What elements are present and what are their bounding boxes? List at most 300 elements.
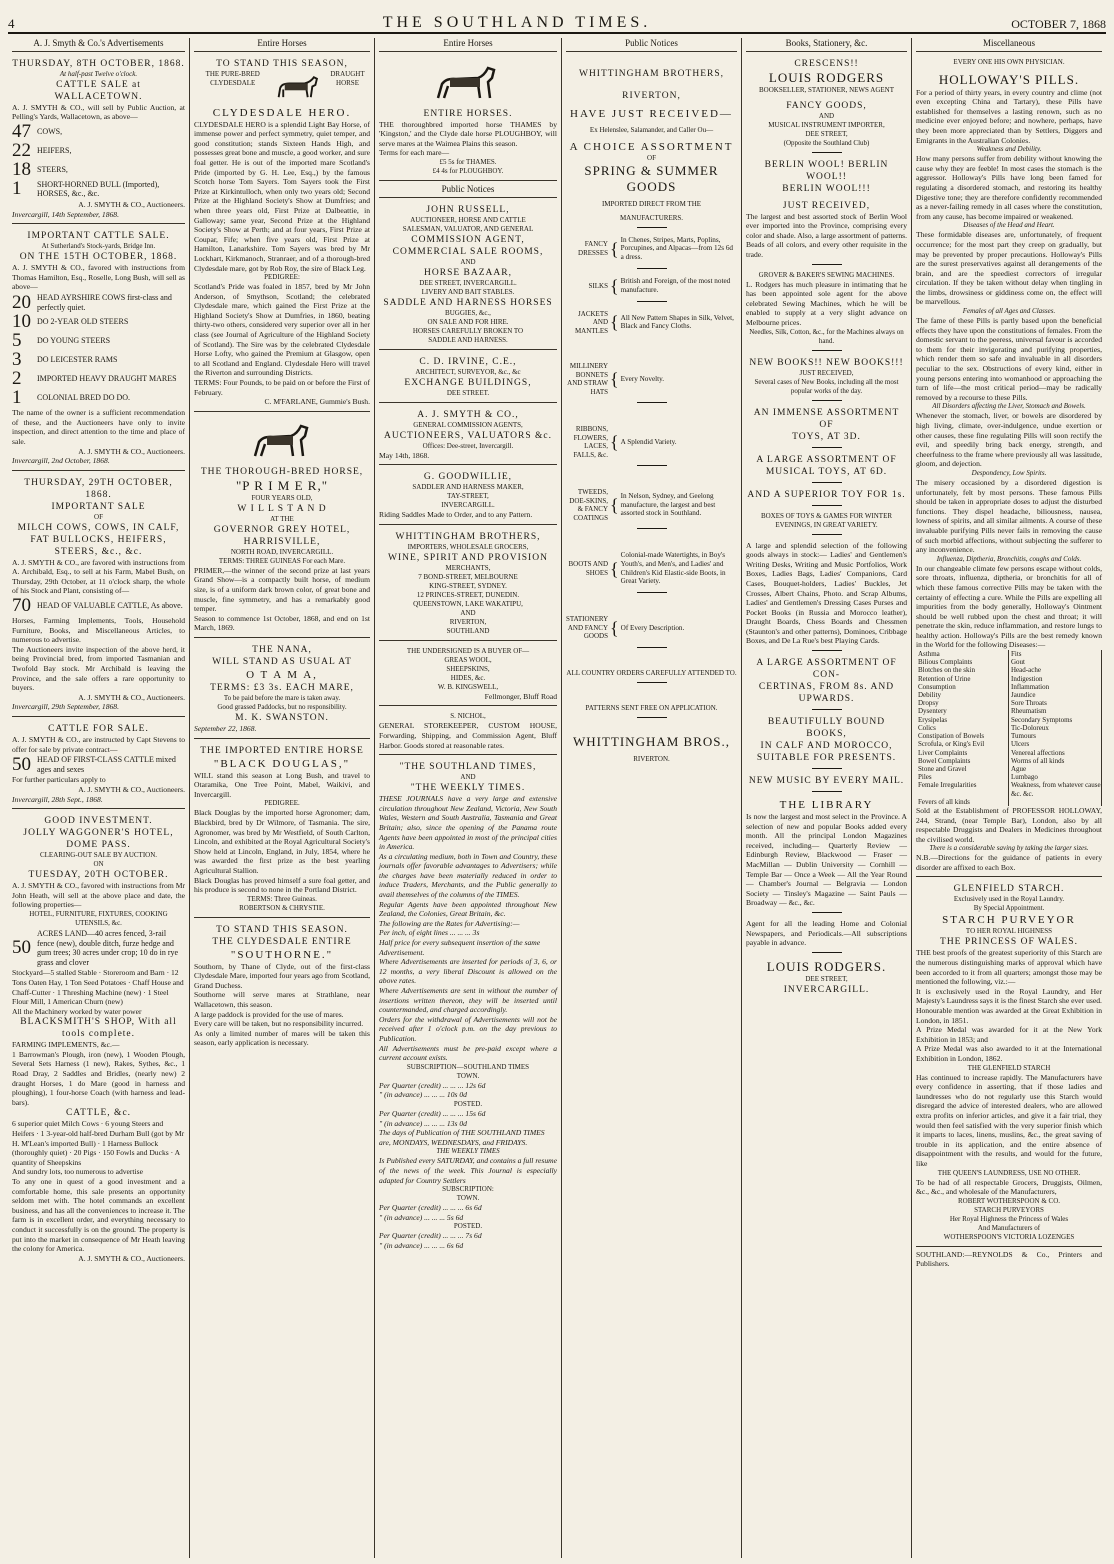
- lot-number: 18: [12, 158, 31, 180]
- ad-body: CLYDESDALE HERO is a splendid Light Bay Horse, of immense power and perfect symmetry, quiet temper, and good constitution; stands Sixteen Hands High, and possesses great bone and muscle, a good worker, and sure foal getter. He is out of the imported mare Scotland's Pride (imported by G. H. Lee, Esq.,) by the famous Scotch horse Tom Sayers. Tom Sayers took the First Prize at Kirkintulloch, when only two years old; Second Prize at the Highland Society's Show at Dumfries; and when three years old, First Prize at Dalbeattie, in Galloway; same year, Second Prize at the Highland Society's Show at Perth; and at four years, First Prize at Coupar, Fife; when five years old, First Prize at Hamilton, Lanarkshire. Tom Sayers was bred by Mr Lockhart, Kirkmanoch, Stranraer, and of a thorough-bred Clydesdale mare, got by Rob Roy, the sire of Black Leg.: [194, 119, 370, 273]
- ad-place-date: Invercargill, 28th Sept., 1868.: [12, 794, 103, 804]
- ad-line: WILL STAND AS USUAL AT: [212, 656, 352, 667]
- ad-line: SPRING & SUMMER GOODS: [584, 162, 719, 194]
- lot-text: DO 2-YEAR OLD STEERS: [37, 317, 129, 327]
- disease-item: [1009, 798, 1102, 806]
- ad-body: N.B.—Directions for the guidance of patients in every disorder are affixed to each Box.: [916, 853, 1102, 872]
- ad-body: How many persons suffer from debility without knowing the cause why they are feeble! In most cases the stomach is the aggressor. Holloway's Pills have long been famed for regulating a disordered stomach, and restoring its healthy Digestive tone; they are therefore confidently recommended as a never-failing remedy in all cases where the constitution, from any cause, has become impaired or weakened.: [916, 154, 1102, 221]
- ad-important-cattle-sale: [12, 227, 185, 471]
- lot-item: [12, 158, 185, 180]
- ad-line: IMPORTED DIRECT FROM THE: [601, 199, 702, 208]
- ad-body: To any one in quest of a good investment and a comfortable home, this sale presents an opportunity seldom met with. The hotel commands an excellent business, and has all the conveniences to increase it. The farm is in excellent order, and everything necessary to conduct it successfully is on the ground. The property is put into the market in consequence of Mr Heath leaving the colony for America.: [12, 1177, 185, 1254]
- divider: [812, 709, 842, 712]
- ad-rate: Per Quarter (credit) ... ... ... 15s 6d: [379, 1108, 486, 1118]
- ad-rate: " (in advance) ... ... ... 10s 0d: [379, 1090, 467, 1100]
- brace-glyph: {: [610, 558, 619, 579]
- ad-body: The fame of these Pills is partly based upon the beneficial effects they have upon the constitutions of females. From the domestic servant to the peeress, universal favour is accorded to them for their invigorating and purifying properties, which render them so safe and invaluable in all disorders peculiar to the sex. Obstructions of every kind, either in young persons entering into womanhood or approaching the turn of life—the most critical period—may be radically removed by a recourse to these Pills.: [916, 316, 1102, 402]
- ad-line: A CHOICE ASSORTMENT: [569, 140, 734, 153]
- ad-price: £5 5s for THAMES.: [439, 157, 497, 166]
- lot-text: DO LEICESTER RAMS: [37, 355, 118, 365]
- ad-pedigree: Scotland's Pride was foaled in 1857, bred by Mr John Anderson, of Smythson, Scotland; the celebrated Clydesdale mare, which gained the First Prize at the Highland Society's Show at Dumfries, in 1860, beating thirty-two others, considered very superior over all in her class (see Journal of Agriculture of the Highland Society of Scotland). The Sire was by the celebrated Clydesdale Horse Lofty, who gained the Premium at Glasgow, open to all Scotland and England. Clydesdale Hero will travel the Riverton and surrounding Districts.: [194, 282, 370, 378]
- ad-line: By Special Appointment.: [973, 904, 1045, 913]
- lot-item: [12, 332, 185, 350]
- disease-item: Jaundice: [1009, 691, 1102, 699]
- ad-library-title: THE LIBRARY: [779, 799, 874, 812]
- lot-text: IMPORTED HEAVY DRAUGHT MARES: [37, 374, 177, 384]
- divider: [812, 447, 842, 450]
- goods-category: MILLINERY BONNETS AND STRAW HATS: [567, 362, 608, 396]
- ad-title: IMPORTANT SALE: [51, 501, 146, 512]
- ad-clydesdale-hero: [194, 55, 370, 412]
- ad-line: DEE STREET,: [805, 129, 848, 138]
- ad-line: THE UNDERSIGNED IS A BUYER OF—: [406, 646, 530, 655]
- ad-place-date: Invercargill, 29th September, 1868.: [12, 702, 119, 712]
- ad-line: 7 BOND-STREET, MELBOURNE: [418, 572, 518, 581]
- ad-body: Where Advertisements are sent in without the number of insertions written thereon, they will be inserted until countermanded, and charged accordingly.: [379, 986, 557, 1015]
- column-smyth-advertisements: [8, 38, 190, 1558]
- goods-description: Every Novelty.: [620, 374, 665, 383]
- lot-number: 47: [12, 120, 31, 142]
- divider: [812, 768, 842, 771]
- ad-time: At half-past Twelve o'clock.: [59, 69, 138, 78]
- ad-line: QUEENSTOWN, LAKE WAKATIPU,: [413, 599, 523, 608]
- disease-item: Ague: [1009, 765, 1102, 773]
- brace-glyph: {: [610, 238, 619, 259]
- ad-terms: TERMS: THREE GUINEAS For each Mare.: [218, 556, 346, 565]
- ad-line: GENERAL COMMISSION AGENTS,: [413, 420, 523, 429]
- ad-line: NEW BOOKS!! NEW BOOKS!!!: [749, 357, 904, 368]
- ad-line: WINE, SPIRIT AND PROVISION: [388, 552, 548, 563]
- disease-item: Rheumatism: [1009, 707, 1102, 715]
- lot-text: STEERS,: [37, 164, 68, 174]
- lot-item: [12, 139, 185, 161]
- divider: [637, 528, 667, 531]
- ad-will-stand: W I L L S T A N D: [237, 503, 327, 514]
- horse-name: "SOUTHORNE.": [230, 948, 334, 961]
- ad-title: GLENFIELD STARCH.: [953, 884, 1065, 895]
- lot-number: 50: [12, 753, 31, 775]
- divider: [637, 402, 667, 405]
- masthead: [8, 6, 1106, 34]
- ad-note: All the Machinery worked by water power: [12, 1006, 142, 1016]
- ad-line: BOXES OF TOYS & GAMES FOR WINTER: [760, 511, 893, 520]
- column-public-notices: [562, 38, 742, 1558]
- issue-date: OCTOBER 7, 1868: [1011, 17, 1106, 31]
- ad-intro: A. J. SMYTH & CO., are favored with instructions from A. Archibald, Esq., to sell at his Farm, Mabel Bush, on Thursday, 29th October, at 11 o'clock sharp, the whole of his Stock and Plant, consisting of—: [12, 557, 185, 596]
- ad-line: SADDLER AND HARNESS MAKER,: [412, 483, 524, 492]
- ad-pedigree-heading: PEDIGREE.: [264, 799, 300, 808]
- ad-glenfield-starch: [916, 880, 1102, 1246]
- ad-line: SADDLE AND HARNESS HORSES: [383, 297, 553, 308]
- horse-name: "BLACK DOUGLAS,": [213, 757, 351, 770]
- column-miscellaneous: [912, 38, 1106, 1558]
- ad-subheading: Weakness and Debility.: [976, 145, 1042, 154]
- lot-list: [12, 120, 185, 200]
- ad-body: In our changeable climate few persons escape without colds, sore throats, influenza, diptheria, or bronchitis for all of which these famous corrective Pills may be taken with the certainty of effecting a cure. While the Pills are expelling all impurities from the body generally, Holloway's Ointment should be well rubbed upon the chest and throat; it will penetrate the skin, reduce inflammation, and restore lungs to healthy action. Holloway's Pills are the best remedy known in the World for the following Diseases:—: [916, 563, 1102, 650]
- ad-line: BUGGIES, &c.,: [445, 308, 491, 317]
- ad-of: OF: [647, 153, 656, 162]
- divider: [812, 482, 842, 485]
- ad-line: JUST RECEIVED,: [799, 368, 854, 377]
- ad-line: NEW MUSIC BY EVERY MAIL.: [748, 776, 905, 787]
- lot-item: [12, 351, 185, 369]
- ad-title: HOLLOWAY'S PILLS.: [938, 71, 1080, 87]
- column-header: Entire Horses: [194, 38, 370, 52]
- ad-line: IN CALF AND MOROCCO,: [760, 741, 893, 752]
- disease-item: Erysipelas: [916, 716, 1009, 724]
- ad-line: DEE STREET, INVERCARGILL.: [419, 278, 517, 287]
- disease-item: Inflammation: [1009, 683, 1102, 691]
- ad-signature: C. M'FARLANE, Gummie's Bush.: [264, 397, 370, 407]
- ad-town: HARRISVILLE,: [243, 536, 321, 547]
- ad-body: Where Advertisements are inserted for periods of 3, 6, or 12 months, a very liberal Discount is allowed on the above rates.: [379, 957, 557, 986]
- goods-item: [566, 425, 737, 459]
- ad-body: The misery occasioned by a disordered digestion is unfortunately, felt by most persons. These famous Pills should be taken in appropriate doses to adjust the disturbed functions. They dispel headache, biliousness, nausea, lowness of spirits, and all similar ailments. A course of these invaluable purifying Pills never fails in removing the cause of such morbid affections, without subjecting the sufferer to any inconvenience.: [916, 477, 1102, 555]
- lot-number: 20: [12, 291, 31, 313]
- ad-line: KING-STREET, SYDNEY.: [429, 581, 507, 590]
- ad-date: THURSDAY, 8TH OCTOBER, 1868.: [12, 58, 185, 69]
- ad-line: BERLIN WOOL!!!: [782, 183, 871, 194]
- ad-subheading: Influenza, Diptheria, Bronchitis, coughs and Colds.: [936, 554, 1082, 563]
- ad-line: AUCTIONEERS, VALUATORS &c.: [384, 430, 552, 441]
- divider: [637, 301, 667, 304]
- ad-line: THE PRINCESS OF WALES.: [940, 937, 1078, 948]
- ad-subheading: All Disorders affecting the Liver, Stomach and Bowels.: [932, 402, 1086, 411]
- goods-item: [566, 277, 737, 295]
- lot-text: HEAD OF FIRST-CLASS CATTLE mixed ages and sexes: [37, 755, 176, 774]
- ad-body: A large paddock is provided for the use of mares.: [194, 1009, 344, 1019]
- lot-text: SHORT-HORNED BULL (Imported), HORSES, &c., &c.: [37, 179, 160, 199]
- ad-ships: Ex Helenslee, Salamander, and Caller Ou—: [589, 125, 714, 134]
- ad-cattle-for-sale: [12, 720, 185, 809]
- column-header: Public Notices: [566, 38, 737, 52]
- lot-number: 2: [12, 368, 22, 390]
- ad-line: SADDLE AND HARNESS.: [428, 335, 508, 344]
- ad-rate: " (in advance) ... ... ... 6s 6d: [379, 1240, 464, 1250]
- disease-item: Venereal affections: [1009, 749, 1102, 757]
- ad-sundry: And sundry lots, too numerous to advertise: [12, 1167, 143, 1177]
- ad-and: AND: [460, 257, 476, 266]
- goods-item: [566, 236, 737, 262]
- ad-body: Whenever the stomach, liver, or bowels are disordered by high living, climate, over-indulgence, undue exertion or other causes, these fine regulating Pills will soon rectify the evil, and speedily bring back energy, strength, and cheerfulness to the frame where previously all was lassitude, gloom, and dejection.: [916, 411, 1102, 469]
- ad-road: NORTH ROAD, INVERCARGILL.: [230, 547, 334, 556]
- goods-category: STATIONERY AND FANCY GOODS: [566, 615, 609, 641]
- ad-body: A Prize Medal was awarded for it at the New York Exhibition in 1853; and: [916, 1025, 1102, 1044]
- divider: [812, 534, 842, 537]
- lot-item: [12, 293, 185, 312]
- ad-rate: Per Quarter (credit) ... ... ... 12s 6d: [379, 1080, 486, 1090]
- disease-item: Fits: [1009, 650, 1102, 658]
- goods-category: BOOTS AND SHOES: [568, 560, 608, 577]
- lot-item: [12, 389, 185, 407]
- disease-item: Weakness, from whatever cause &c. &c.: [1011, 781, 1101, 798]
- ad-posted-heading: POSTED.: [453, 1222, 483, 1231]
- brace-glyph: {: [610, 312, 619, 333]
- ad-body: The largest and best assorted stock of Berlin Wool ever imported into the Province, comprising every color and shade. Also, a large assortment of patterns. Beads of all colors, and every other requisite in the trade.: [746, 211, 907, 259]
- ad-of: OF: [94, 512, 103, 521]
- brace-glyph: {: [610, 495, 619, 516]
- ad-label-right: DRAUGHT HORSE: [330, 69, 365, 87]
- ad-terms: TERMS: Three Guineas.: [247, 894, 317, 903]
- ad-subtitle: MILCH COWS, COWS, IN CALF, FAT BULLOCKS, HEIFERS, STEERS, &c., &c.: [17, 522, 180, 557]
- lot-text: ACRES LAND—40 acres fenced, 3-rail fence (new), double ditch, furze hedge and gum trees; 30 acres under crop; 10 do in rye grass and clover: [37, 928, 179, 967]
- goods-category: FANCY DRESSES: [578, 240, 608, 257]
- ad-date: May 14th, 1868.: [379, 450, 430, 460]
- brace-glyph: {: [610, 432, 619, 453]
- ad-rate: Half price for every subsequent insertion of the same Advertisement.: [379, 938, 541, 957]
- ad-body: A large and splendid selection of the following goods always in stock:— Ladies' and Gentlemen's Writing Desks, Writing and Music Portfolios, Work Boxes, Ladies Bags, Ladies' Companions, Card Cases, Bouquet-holders, Ladies' Buckles, Jet Crosses, Albert Chains, Photo. and Scrap Albums, Ladies' and Gentlemen's Dressing Cases Purses and Pocket Books (in Russia and Morocco leather), Draught Boards, Chess Boards and Chessmen (Staunton's and other patterns), Dominoes, Cribbage Boxes, and De La Rue's best Playing Cards.: [746, 540, 907, 646]
- ad-line: AUCTIONEER, HORSE AND CATTLE: [410, 215, 526, 224]
- ad-line: AND A SUPERIOR TOY FOR 1s.: [747, 489, 906, 500]
- disease-item: Asthma: [916, 650, 1009, 658]
- ad-received: HAVE JUST RECEIVED—: [570, 107, 733, 120]
- divider: [637, 268, 667, 271]
- ad-body: The days of Publication of THE SOUTHLAND TIMES are, MONDAYS, WEDNESDAYS, and FRIDAYS.: [379, 1128, 545, 1147]
- ad-body: The Auctioneers invite inspection of the above herd, it being Provincial bred, from imported Tasmanian and Twofold Bay stock. Mr Archibald is leaving the Province, and the sale offers a rare opportunity to buyers.: [12, 644, 185, 693]
- ad-town: RIVERTON,: [622, 90, 681, 101]
- lot-item: [12, 370, 185, 388]
- ad-irvine: [379, 353, 557, 403]
- ad-black-douglas: [194, 742, 370, 918]
- ad-line: BOOKSELLER, STATIONER, NEWS AGENT: [759, 85, 894, 94]
- ad-line: Offices: Dee-street, Invercargill.: [422, 441, 514, 450]
- horse-name: "P R I M E R,": [235, 477, 329, 493]
- ad-town-heading: TOWN.: [456, 1194, 480, 1203]
- divider: [812, 952, 842, 955]
- goods-category: RIBBONS, FLOWERS, LACES, FALLS, &c.: [573, 425, 608, 459]
- disease-item: Female Irregularities: [916, 781, 1009, 797]
- disease-item: Colics: [916, 724, 1009, 732]
- ad-body: WILL stand this season at Long Bush, and travel to Otaramika, One Tree Point, Mabel, Waikivi, and Invercargill.: [194, 770, 370, 799]
- ad-line: SALESMAN, VALUATOR, AND GENERAL: [402, 224, 534, 233]
- ad-primer: [194, 415, 370, 638]
- section-header-public-notices: Public Notices: [379, 184, 557, 198]
- disease-item: Ulcers: [1009, 740, 1102, 748]
- column-books-stationery: [742, 38, 912, 1558]
- ad-line: CERTINAS, FROM 8s. AND UPWARDS.: [758, 682, 895, 705]
- ad-line: AND: [460, 608, 476, 617]
- horse-name: CLYDESDALE HERO.: [212, 106, 352, 119]
- ad-rate: Per Quarter (credit) ... ... ... 7s 6d: [379, 1231, 482, 1241]
- column-header: Miscellaneous: [916, 38, 1102, 52]
- disease-list: [916, 650, 1102, 806]
- ad-label-left: THE PURE-BRED CLYDESDALE: [205, 69, 260, 87]
- ad-title: TO STAND THIS SEASON,: [216, 58, 348, 69]
- columns: [8, 38, 1106, 1558]
- ad-line: GROVER & BAKER'S SEWING MACHINES.: [758, 270, 895, 279]
- ad-nichol: [379, 709, 557, 755]
- ad-entire-horses-thames: [379, 55, 557, 181]
- disease-item: Secondary Symptoms: [1009, 716, 1102, 724]
- ad-intro: A. J. SMYTH & CO., favored with instructions from Thomas Hamilton, Esq., Roselle, Long Bush, will sell as above—: [12, 263, 185, 292]
- ad-terms: Terms for each mare—: [379, 148, 450, 158]
- ad-body: It is exclusively used in the Royal Laundry, and Her Majesty's Laundress says it is the finest Starch she ever used.: [916, 986, 1102, 1006]
- ad-title: S. NICHOL,: [450, 712, 486, 721]
- goods-category: TWEEDS, DOE-SKINS, & FANCY COATINGS: [569, 488, 608, 522]
- ad-place-date: Invercargill, 14th September, 1868.: [12, 209, 119, 219]
- lot-item: [12, 120, 185, 142]
- column-header: A. J. Smyth & Co.'s Advertisements: [12, 38, 185, 52]
- brace-glyph: {: [610, 275, 619, 296]
- disease-item: Tumours: [1009, 732, 1102, 740]
- ad-body: Has continued to increase rapidly. The Manufacturers have every confidence in asserting, that if those ladies and laundresses who do not regularly use this Starch would disregard the advice of interested dealers, who are allowed extra profits on inferior articles, and give it a fair trial, they would then feel satisfied with the very superior finish which it imparts to laces, linens, muslins, &c., the great saving of trouble in its application, and the entire absence of disappointment with the results, and would for the future, like: [916, 1072, 1102, 1168]
- ad-body: THE thoroughbred imported horse THAMES by 'Kingston,' and the Clyde dale horse PLOUGHBOY, will serve mares at the Waimea Plains this season.: [379, 119, 557, 148]
- ad-terms: TERMS: £3 3s. EACH MARE,: [210, 682, 354, 693]
- disease-item: Bowel Complaints: [916, 757, 1009, 765]
- ad-title: IMPORTANT CATTLE SALE.: [27, 231, 170, 242]
- ad-body: Agent for all the leading Home and Colonial Newspapers, and Periodicals.—All subscriptions payable in advance.: [746, 919, 907, 948]
- disease-item: Indigestion: [1009, 675, 1102, 683]
- ad-signature: A. J. SMYTH & CO., Auctioneers.: [78, 1253, 185, 1263]
- brace-glyph: {: [610, 618, 619, 639]
- ad-subtitle: CLEARING-OUT SALE BY AUCTION.: [39, 851, 158, 860]
- ad-posted-heading: POSTED.: [453, 1099, 483, 1108]
- ad-body: Is now the largest and most select in the Province. A selection of new and popular Books added every month. All the principal London Magazines received, including— Quarterly Review — Edinburgh Review, Blackwood — Fraser — MacMillan — Dublin University — Cornhill — Temple Bar — Once a Week — All the Year Round — Chamber's Journal — Belgravia — London Society — Tinsley's Magazine — Saint Pauls — Broadway — &c., &c.: [746, 812, 907, 908]
- ad-and: AND: [460, 773, 476, 782]
- lot-text: COLONIAL BRED DO DO.: [37, 393, 131, 403]
- ad-date: September 22, 1868.: [194, 723, 257, 733]
- disease-item: Piles: [916, 773, 1009, 781]
- lot-number: 1: [12, 387, 22, 409]
- ad-line: COMMERCIAL SALE ROOMS,: [392, 246, 544, 257]
- ad-location: At Sutherland's Stock-yards, Bridge Inn.: [41, 242, 156, 251]
- ad-line: STARCH PURVEYOR: [942, 914, 1076, 927]
- ad-line: GREAS WOOL,: [444, 655, 492, 664]
- disease-item: Lumbago: [1009, 773, 1102, 781]
- ad-intro: A. J. SMYTH & CO., are instructed by Capt Stevens to offer for sale by private contract—: [12, 735, 185, 754]
- ad-line: MERCHANTS,: [445, 563, 491, 572]
- ad-shop: BLACKSMITH'S SHOP, With all tools complete.: [20, 1017, 177, 1040]
- ad-line: TOYS, AT 3D.: [792, 431, 861, 442]
- divider: [812, 350, 842, 353]
- ad-list: Stockyard—5 stalled Stable · Storeroom and Barn · 12 Tons Oaten Hay, 1 Ton Seed Potatoes · Chaff House and Chaff-Cutter · 1 Threshing Machine (new) · 1 Steel Flour Mill, 1 American Churn (new): [12, 968, 184, 1007]
- ad-at: AT THE: [270, 514, 294, 523]
- ad-line: DEE STREET.: [446, 388, 490, 397]
- ad-line: WOTHERSPOON'S VICTORIA LOZENGES: [943, 1232, 1075, 1241]
- ad-line: 12 PRINCES-STREET, DUNEDIN.: [416, 590, 520, 599]
- ad-line: SHEEPSKINS,: [446, 664, 490, 673]
- ad-body: A Prize Medal was also awarded to it at the International Exhibition in London, 1862.: [916, 1044, 1102, 1064]
- ad-cattle-sale-wallacetown: [12, 55, 185, 225]
- ad-cattle-list: 6 superior quiet Milch Cows · 6 young Steers and Heifers · 1 3-year-old half-bred Durham Bull (got by Mr H. M'Lean's imported Bull) · 1 Harness Bullock (thoroughly quiet) · 20 Pigs · 150 Fowls and Ducks · A quantity of Sheepskins: [12, 1119, 185, 1167]
- ad-body: Orders for the withdrawal of Advertisements will not be received after 1 o'clock p.m. on the day previous to Publication.: [379, 1014, 557, 1043]
- divider: [812, 152, 842, 155]
- ad-on: ON: [93, 860, 104, 869]
- ad-southorne: [194, 921, 370, 1052]
- ad-farm-heading: FARMING IMPLEMENTS, &c.—: [12, 1040, 120, 1050]
- ad-body: As only a limited number of mares will be taken this season, early application is necessary.: [194, 1028, 370, 1048]
- disease-item: Bilious Complaints: [916, 658, 1009, 666]
- ad-line: BERLIN WOOL! BERLIN WOOL!!: [764, 159, 889, 182]
- ad-season: Season to commence 1st October, 1868, and end on 1st March, 1869.: [194, 613, 370, 633]
- draught-horse-icon: [271, 70, 325, 106]
- goods-item: [566, 310, 737, 336]
- lot-number: 22: [12, 139, 31, 161]
- divider: [637, 592, 667, 595]
- goods-item: [566, 362, 737, 396]
- ad-body: THE best proofs of the greatest superiority of this Starch are the numerous distinguishing marks of approval which have been accorded to it from all quarters; amongst those may be mentioned the following, viz.:—: [916, 948, 1102, 987]
- ad-date: TUESDAY, 20TH OCTOBER.: [28, 870, 169, 881]
- ad-body: These formidable diseases are, unfortunately, of frequent occurrence; for the most part they creep on gradually, but may be prevented by proper precautions. Holloway's Pills are the surest preservatives against all derangements of the brain, and are the speediest correctors of irregular circulation. If they be taken without delay when tingling in the limbs, drowsiness or giddiness come on, the effect will be marvellous.: [916, 230, 1102, 307]
- disease-item: Gout: [1009, 658, 1102, 666]
- ad-body: Is Published every SATURDAY, and contains a full resume of the news of the week. This Journal is especially adapted for Country Settlers: [379, 1156, 557, 1185]
- ad-rate: Per inch, of eight lines ... ... ... 3s: [379, 928, 480, 938]
- ad-body: Good grassed Paddocks, but no responsibility.: [217, 702, 347, 711]
- lot-text: HEAD AYRSHIRE COWS first-class and perfectly quiet.: [37, 292, 172, 312]
- ad-line: Her Royal Highness the Princess of Wales: [949, 1214, 1069, 1223]
- ad-line: SUITABLE FOR PRESENTS.: [756, 753, 897, 764]
- lot-item: [12, 597, 185, 615]
- ad-whittingham-riverton: [566, 55, 737, 768]
- ad-pedigree: Black Douglas by the imported horse Agronomer; dam, Blackbird, bred by Dr Wilmore, of Tasmania. The sire, Agronomer, was bred by Mr Westfield, of South Carlton, Lincoln, and exhibited at the Royal Agricultural Society's Show held at Lincoln, England, in July, 1854, where he was awarded the first prize as the best yearling Agricultural Stallion.: [194, 808, 370, 875]
- ad-title: GOOD INVESTMENT.: [44, 816, 153, 827]
- ad-date: THURSDAY, 29TH OCTOBER, 1868.: [24, 477, 173, 500]
- ad-body: THESE JOURNALS have a very large and extensive circulation throughout New Zealand, Victoria, New South Wales, Western and South Australia, Tasmania and Great Britain; also, since the opening of the Panama route Agents have been appointed in most of the principal cities in America.: [379, 794, 557, 852]
- ad-town-heading: TOWN.: [456, 1071, 480, 1080]
- lot-item: [12, 180, 185, 199]
- ad-place: O T A M A,: [246, 668, 318, 681]
- horse-icon: [247, 422, 317, 462]
- ad-the-nana: [194, 641, 370, 739]
- ad-line: EVERY ONE HIS OWN PHYSICIAN.: [953, 57, 1065, 66]
- ad-line: (Opposite the Southland Club): [783, 138, 870, 147]
- ad-subscription-heading: SUBSCRIPTION:: [442, 1185, 494, 1194]
- ad-john-russell: [379, 201, 557, 350]
- ad-signature: ROBERT WOTHERSPOON & CO.: [958, 1196, 1060, 1205]
- lot-number: 50: [12, 937, 31, 959]
- ad-subheading: Diseases of the Head and Heart.: [963, 221, 1055, 230]
- ad-line: FANCY GOODS,: [786, 100, 867, 111]
- ad-line: THE CLYDESDALE ENTIRE: [212, 936, 352, 947]
- disease-item: Dysentery: [916, 707, 1009, 715]
- ad-good-investment: [12, 812, 185, 1267]
- ad-line: Fellmonger, Bluff Road: [484, 691, 557, 701]
- disease-item: Fevers of all kinds: [916, 798, 1009, 806]
- disease-item: Debility: [916, 691, 1009, 699]
- lot-number: 3: [12, 349, 22, 371]
- ad-line: RIVERTON,: [449, 617, 487, 626]
- ad-southland-times-rates: [379, 758, 557, 1254]
- ad-line: IMPORTERS, WHOLESALE GROCERS,: [407, 542, 529, 551]
- ad-signature: LOUIS RODGERS.: [766, 958, 887, 974]
- ad-town: RIVERTON.: [633, 754, 670, 763]
- ad-line: HORSE BAZAAR,: [424, 267, 512, 278]
- ad-title: LOUIS RODGERS: [768, 69, 885, 85]
- ad-signature: ROBERTSON & CHRYSTIE.: [239, 903, 325, 912]
- ad-kingswell: [379, 644, 557, 707]
- column-entire-horses-1: [190, 38, 375, 1558]
- divider: [812, 912, 842, 915]
- ad-line: AN IMMENSE ASSORTMENT OF: [753, 407, 900, 430]
- disease-item: Constipation of Bowels: [916, 732, 1009, 740]
- ad-title: A. J. SMYTH & CO.,: [417, 409, 519, 420]
- divider: [812, 650, 842, 653]
- disease-item: Dropsy: [916, 699, 1009, 707]
- ad-smyth-agents: [379, 406, 557, 466]
- ad-line: Exclusively used in the Royal Laundry.: [953, 895, 1065, 904]
- ad-subscription-heading: SUBSCRIPTION—SOUTHLAND TIMES: [406, 1062, 530, 1071]
- ad-line: ALL COUNTRY ORDERS CAREFULLY ATTENDED TO.: [566, 668, 737, 677]
- ad-place-date: Invercargill, 2nd October, 1868.: [12, 456, 110, 466]
- ad-signature: M. K. SWANSTON.: [235, 712, 329, 723]
- ad-title: THE NANA,: [252, 644, 312, 655]
- ad-title: WHITTINGHAM BROTHERS,: [578, 68, 725, 79]
- ad-goodwillie: [379, 468, 557, 525]
- ad-subheading: THE QUEEN'S LAUNDRESS, USE NO OTHER.: [937, 1168, 1081, 1177]
- ad-pedigree-heading: PEDIGREE:: [264, 273, 300, 282]
- disease-item: Sore Throats: [1009, 699, 1102, 707]
- ad-line: EXCHANGE BUILDINGS,: [404, 377, 532, 388]
